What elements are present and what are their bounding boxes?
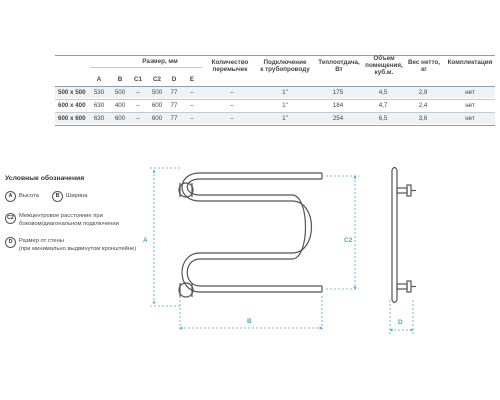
row-e: – xyxy=(190,102,194,109)
col-b-header: B xyxy=(117,76,123,83)
row-kit: нет xyxy=(465,115,475,122)
qty-header: Количество перемычек xyxy=(211,59,249,73)
col-a-header: A xyxy=(96,76,102,83)
kit-header: Комплектация xyxy=(447,59,493,66)
dim-label-a: A xyxy=(143,237,148,244)
dim-label-d: D xyxy=(398,319,403,326)
row-d: 77 xyxy=(170,115,178,122)
row-qty: – xyxy=(230,89,234,96)
row-b: 600 xyxy=(114,115,126,122)
side-view xyxy=(392,168,416,303)
row-heat: 184 xyxy=(332,102,344,109)
col-e-header: E xyxy=(189,76,195,83)
row-volume: 4,5 xyxy=(378,89,388,96)
row-heat: 175 xyxy=(332,89,344,96)
row-volume: 6,5 xyxy=(378,115,388,122)
connection-header: Подключение к трубопроводу xyxy=(260,59,310,73)
row-c2: 600 xyxy=(151,102,163,109)
row-weight: 2,4 xyxy=(418,102,428,109)
dimension-b xyxy=(180,296,322,332)
row-connection: 1" xyxy=(282,89,288,96)
row-connection: 1" xyxy=(282,102,288,109)
weight-header: Вес нетто, кг xyxy=(407,59,441,73)
dimension-d xyxy=(390,300,413,334)
row-b: 500 xyxy=(114,89,126,96)
legend-title: Условные обозначения xyxy=(5,175,85,182)
side-fitting-bottom xyxy=(397,284,407,289)
room-volume-header: Объем помещения, куб.м. xyxy=(365,55,403,76)
legend-a-text: Высота xyxy=(19,193,39,199)
col-d-header: D xyxy=(171,76,177,83)
row-model: 600 x 600 xyxy=(58,115,86,122)
row-volume: 4,7 xyxy=(378,102,388,109)
legend-badge-a: A xyxy=(5,191,16,202)
dim-label-b: B xyxy=(247,318,252,325)
row-b: 400 xyxy=(114,102,126,109)
row-kit: нет xyxy=(465,89,475,96)
row-c1: – xyxy=(136,115,140,122)
row-e: – xyxy=(190,115,194,122)
row-qty: – xyxy=(230,115,234,122)
col-c1-header: C1 xyxy=(133,76,143,83)
col-c2-header: C2 xyxy=(152,76,162,83)
row-qty: – xyxy=(230,102,234,109)
row-d: 77 xyxy=(170,102,178,109)
dim-label-c2: C2 xyxy=(344,237,353,244)
row-e: – xyxy=(190,89,194,96)
legend-badge-b: B xyxy=(52,191,63,202)
row-c1: – xyxy=(136,102,140,109)
row-connection: 1" xyxy=(282,115,288,122)
row-model: 500 x 500 xyxy=(58,89,86,96)
pipe-inner xyxy=(187,179,322,286)
row-c2: 500 xyxy=(151,89,163,96)
row-c1: – xyxy=(136,89,140,96)
legend-c2-text: Межцентровое расстояние при боковом/диагональном подключении xyxy=(19,213,119,227)
legend-badge-d: D xyxy=(5,237,16,248)
front-view xyxy=(179,173,322,297)
legend-b-text: Ширина xyxy=(66,193,88,199)
row-d: 77 xyxy=(170,89,178,96)
row-heat: 254 xyxy=(332,115,344,122)
legend-badge-c2: C2 xyxy=(5,213,16,224)
row-c2: 600 xyxy=(151,115,163,122)
row-weight: 2,9 xyxy=(418,89,428,96)
row-kit: нет xyxy=(465,102,475,109)
dimension-a xyxy=(150,168,182,306)
row-weight: 3,6 xyxy=(418,115,428,122)
legend-d-text: Размер от стены (при минимально выдвинутом кронштейне) xyxy=(19,238,137,252)
top-fitting xyxy=(179,183,193,197)
side-fitting-top xyxy=(397,188,407,193)
row-a: 630 xyxy=(93,102,105,109)
row-a: 630 xyxy=(93,115,105,122)
row-a: 530 xyxy=(93,89,105,96)
dimension-c2 xyxy=(326,176,359,289)
heat-output-header: Теплоотдача, Вт xyxy=(318,59,360,73)
size-group-header: Размер, мм xyxy=(142,58,178,65)
row-model: 600 x 400 xyxy=(58,102,86,109)
pipe-outer xyxy=(182,173,322,292)
